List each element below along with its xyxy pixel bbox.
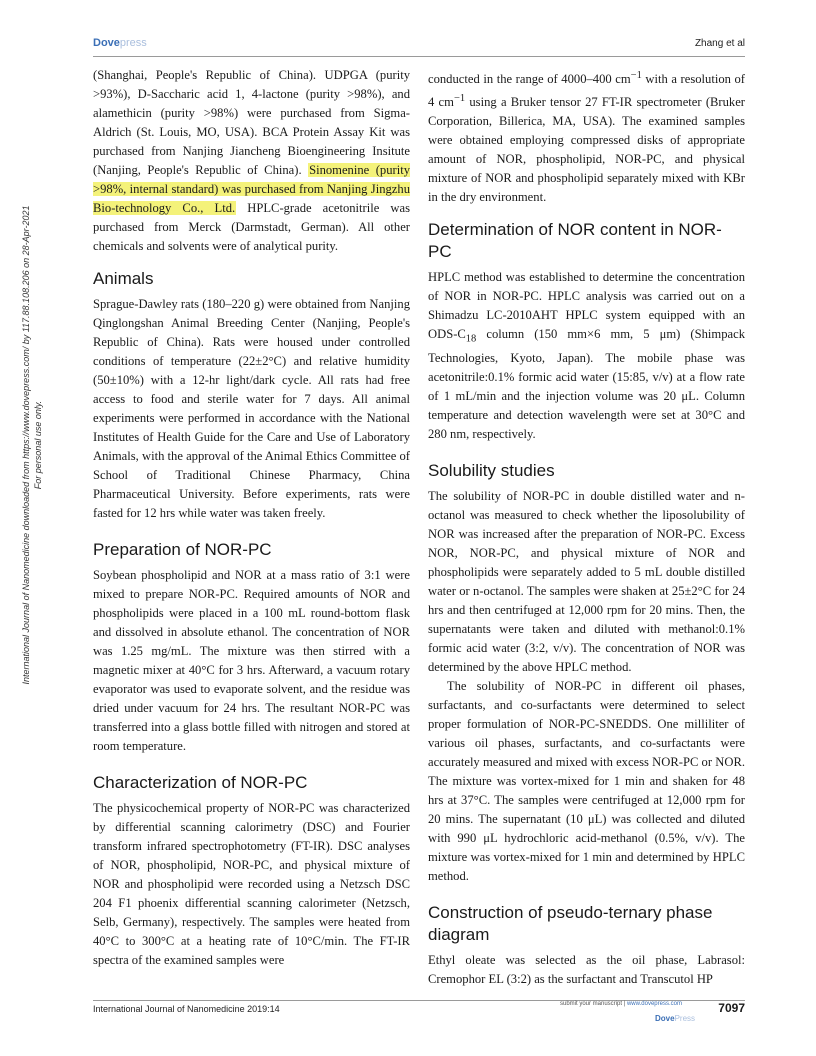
submit-url[interactable]: www.dovepress.com [626, 1001, 682, 1007]
footer-logo-part-1: Dove [655, 1014, 675, 1023]
animals-paragraph: Sprague-Dawley rats (180–220 g) were obtained from Nanjing Qinglongshan Animal Breeding Center (Nanjing, People's Republic of China). Rats were housed under controlled conditions of temperature (22±2°C) and relative humidity (50±10%) with a 12-hr light/dark cycle. All rats had free access to food and sterile water for 7 days. All animal experiments were performed in accordance with the National Institutes of Health Guide for the Care and Use of Laboratory Animals, with the approval of the Animal Ethics Committee of School of Traditional Chinese Pharmacy, China Pharmaceutical University. Before experiments, rats were fasted for 12 hrs while water was taken freely. [93, 297, 410, 520]
download-note-line-2: For personal use only. [33, 400, 43, 490]
solubility-heading: Solubility studies [428, 460, 555, 480]
animals-heading: Animals [93, 269, 154, 288]
submit-text: submit your manuscript [560, 1001, 623, 1007]
determination-text-pre: HPLC method was established to determine the concentration of NOR in NOR-PC. HPLC analysis was carried out on a Shimadzu LC-2010AHT HPLC system equipped with an ODS-C [428, 270, 745, 342]
page-number: 7097 [718, 1001, 745, 1015]
highlighted-sentence: Sinomenine (purity >98%, internal standard) was purchased from Nanjing Jingzhu Bio-technology Co., Ltd. [93, 163, 410, 215]
determination-heading: Determination of NOR content in NOR-PC [428, 220, 722, 262]
phase-diagram-heading: Construction of pseudo-ternary phase diagram [428, 902, 713, 944]
determination-paragraph [428, 268, 745, 444]
materials-text-post: HPLC-grade acetonitrile was purchased from Merck (Darmstadt, German). All other chemicals and solvents were of analytical purity. [93, 201, 410, 253]
solubility-paragraph-2: The solubility of NOR-PC in different oil phases, surfactants, and co-surfactants were determined to select proper formulation of NOR-PC-SNEDDS. One milliliter of various oil phases, surfactants, and co-surfactants were accurately measured and mixed with excess NOR-PC or NOR. The mixture was vortex-mixed for 1 min and shaken for 48 hrs at 37°C. The samples were centrifuged at 12,000 rpm for 20 mins. The supernatant (10 μL) was collected and diluted with 990 μL hydrochloric acid-methanol (0.5%, v/v). The mixture was vortex-mixed for 1 min and determined by HPLC method. [428, 678, 745, 883]
header-divider [93, 56, 745, 57]
submit-manuscript-link[interactable]: submit your manuscript | www.dovepress.com [560, 1001, 682, 1007]
ftir-text-pre: conducted in the range of 4000–400 cm [428, 72, 631, 87]
download-watermark-note [20, 175, 44, 715]
download-note-line-1: International Journal of Nanomedicine downloaded from https://www.dovepress.com/ by 117.88.108.206 on 28-Apr-2021 [21, 205, 31, 685]
right-column [428, 66, 745, 989]
logo-part-1: Dove [93, 37, 120, 49]
superscript-2: −1 [453, 93, 466, 105]
materials-text-pre: (Shanghai, People's Republic of China). UDPGA (purity >93%), D-Saccharic acid 1, 4-lactone (purity >98%), and alamethicin (purity >98%) were purchased from Sigma-Aldrich (St. Louis, MO, USA). BCA Protein Assay Kit was purchased from Nanjing Jiancheng Bioengineering Insitute (Nanjing, People's Republic of China). [93, 68, 410, 177]
phase-diagram-paragraph: Ethyl oleate was selected as the oil phase, Labrasol: Cremophor EL (3:2) as the surfactant and Transcutol HP [428, 952, 745, 986]
publisher-logo[interactable] [93, 37, 147, 49]
footer-logo-part-2: Press [674, 1014, 696, 1023]
journal-citation: International Journal of Nanomedicine 2019:14 [93, 1004, 280, 1014]
ftir-text-post: using a Bruker tensor 27 FT-IR spectrometer (Bruker Corporation, Billerica, MA, USA). The examined samples were obtained employing compressed disks of appropriate amount of NOR, phospholipid, NOR-PC, and physical mixture of NOR and phospholipid separately mixed with KBr in the dry environment. [428, 95, 745, 205]
ftir-continuation-paragraph [428, 66, 745, 207]
subscript-18: 18 [465, 333, 477, 345]
solubility-paragraph-1: The solubility of NOR-PC in double distilled water and n-octanol was measured to check whether the liposolubility of NOR was increased after the preparation of NOR-PC. Excess NOR, NOR-PC, and physical mixture of NOR and phospholipids were separately added to 5 mL double distilled water or n-octanol. The samples were shaken at 25±2°C for 24 hrs and then centrifuged at 12,000 rpm for 20 mins. Then, the supernatants were taken and diluted with methanol:0.1% formic acid water (3:2, v/v). The concentration of NOR was determined by the above HPLC method. [428, 488, 745, 674]
running-header-authors: Zhang et al [694, 38, 745, 49]
materials-paragraph [93, 66, 410, 256]
determination-text-post: column (150 mm×6 mm, 5 μm) (Shimpack Technologies, Kyoto, Japan). The mobile phase was acetonitrile:0.1% formic acid water (15:85, v/v) at a flow rate of 1 mL/min and the injection volume was 20 μL. Column temperature and detection wavelength were set at 30°C and 280 nm, respectively. [428, 327, 745, 441]
logo-part-2: press [119, 37, 147, 49]
characterization-paragraph: The physicochemical property of NOR-PC was characterized by differential scanning calorimetry (DSC) and Fourier transform infrared spectrophotometry (FT-IR). DSC analyses of NOR, phospholipid, NOR-PC, and physical mixture of NOR and phospholipid were recorded using a Netzsch DSC 204 F1 phoenix differential scanning calorimeter (Netzsch, Selb, Germany), respectively. The samples were heated from 40°C to 300°C at a heating rate of 10°C/min. The FT-IR spectra of the examined samples were [93, 801, 410, 967]
ftir-text-mid: with a resolution of 4 cm [428, 72, 745, 110]
left-column [93, 66, 410, 970]
superscript-1: −1 [630, 70, 642, 81]
preparation-heading: Preparation of NOR-PC [93, 540, 272, 559]
preparation-paragraph: Soybean phospholipid and NOR at a mass ratio of 3:1 were mixed to prepare NOR-PC. Required amounts of NOR and phospholipids were placed in a 100 mL round-bottom flask and dissolved in absolute ethanol. The concentration of NOR was 1.25 mg/mL. The mixture was then stirred with a magnetic mixer at 40°C for 3 hrs. Afterward, a vacuum rotary evaporator was used to evaporate solvent, and the residue was dried under vacuum for 24 hrs. The resultant NOR-PC was transferred into a glass bottle filled with nitrogen and stored at room temperature. [93, 568, 410, 753]
footer-publisher-logo[interactable] [655, 1014, 695, 1023]
characterization-heading: Characterization of NOR-PC [93, 773, 308, 792]
